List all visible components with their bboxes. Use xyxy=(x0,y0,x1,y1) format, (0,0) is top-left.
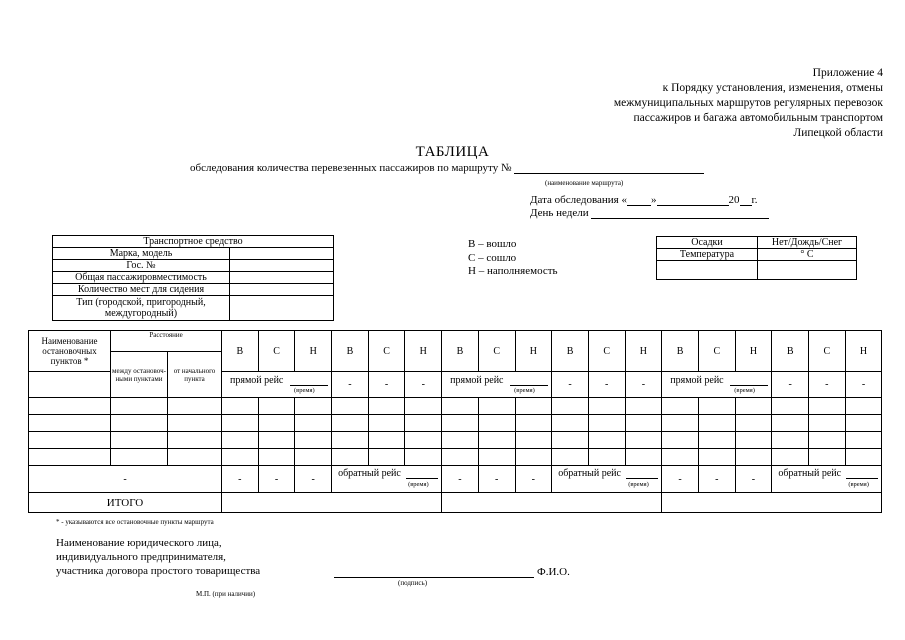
org-name-line-3: участника договора простого товарищества xyxy=(56,565,261,577)
vehicle-row-label: Тип (городской, пригородный, междугородный) xyxy=(53,296,230,321)
col-s: С xyxy=(588,331,625,372)
col-v: В xyxy=(222,331,259,372)
precipitation-options[interactable]: Нет/Дождь/Снег xyxy=(758,237,857,249)
dash-cell: - xyxy=(735,466,772,493)
time-caption: (время) xyxy=(408,481,429,488)
org-name-line-2: индивидуального предпринимателя, xyxy=(56,551,226,563)
dash-cell: - xyxy=(222,466,259,493)
day-field[interactable] xyxy=(627,194,651,206)
weekday-field[interactable] xyxy=(591,207,769,219)
signature-caption: (подпись) xyxy=(398,579,428,587)
col-v: В xyxy=(332,331,369,372)
return-trip-cell[interactable] xyxy=(772,466,882,493)
legend-item: В – вошло xyxy=(468,238,517,250)
org-name-line-1: Наименование юридического лица, xyxy=(56,537,222,549)
vehicle-row-value[interactable] xyxy=(230,260,334,272)
weekday-label: День недели xyxy=(530,207,589,219)
weather-empty-cell[interactable] xyxy=(758,261,857,280)
table-row xyxy=(29,415,882,432)
col-s: С xyxy=(809,331,846,372)
signature-block xyxy=(56,536,260,578)
dash-cell: - xyxy=(295,466,332,493)
dash-cell: - xyxy=(552,372,589,398)
year-prefix: 20 xyxy=(728,194,740,206)
dash-cell: - xyxy=(258,466,295,493)
appendix-line-1: Приложение 4 xyxy=(812,67,883,79)
return-trip-label: обратный рейс xyxy=(558,468,621,479)
date-prefix: Дата обследования « xyxy=(530,194,627,206)
appendix-line-5: Липецкой области xyxy=(793,127,883,139)
footnote: * - указываются все остановочные пункты маршрута xyxy=(56,518,214,526)
vehicle-row-value[interactable] xyxy=(230,248,334,260)
stop-name-cell[interactable] xyxy=(29,372,111,398)
appendix-line-2: к Порядку установления, изменения, отмены xyxy=(662,82,883,94)
dash-cell: - xyxy=(478,466,515,493)
col-n: Н xyxy=(735,331,772,372)
dash-cell: - xyxy=(662,466,699,493)
vehicle-table xyxy=(52,235,334,321)
dash-cell: - xyxy=(588,372,625,398)
vehicle-row-value[interactable] xyxy=(230,284,334,296)
appendix-header xyxy=(483,66,883,141)
legend-item: Н – наполняемость xyxy=(468,265,558,277)
dash-cell: - xyxy=(442,466,479,493)
return-trip-cell[interactable] xyxy=(332,466,442,493)
col-s: С xyxy=(368,331,405,372)
survey-table xyxy=(28,330,882,513)
vehicle-row-label: Гос. № xyxy=(53,260,230,272)
forward-trip-cell[interactable] xyxy=(222,372,332,398)
precipitation-label: Осадки xyxy=(657,237,758,249)
forward-trip-label: прямой рейс xyxy=(450,375,504,386)
return-trip-cell[interactable] xyxy=(552,466,662,493)
seal-label: М.П. (при наличии) xyxy=(196,590,256,598)
vehicle-table-header: Транспортное средство xyxy=(53,236,334,248)
year-field[interactable] xyxy=(740,194,752,206)
page-subtitle xyxy=(190,161,704,174)
col-v: В xyxy=(552,331,589,372)
time-caption: (время) xyxy=(514,387,535,394)
forward-trip-cell[interactable] xyxy=(662,372,772,398)
forward-trip-label: прямой рейс xyxy=(230,375,284,386)
col-s: С xyxy=(478,331,515,372)
return-row-dash: - xyxy=(29,466,222,493)
col-n: Н xyxy=(295,331,332,372)
dash-cell: - xyxy=(845,372,882,398)
col-v: В xyxy=(662,331,699,372)
legend-item: С – сошло xyxy=(468,251,517,264)
route-number-field[interactable] xyxy=(514,161,704,174)
appendix-line-4: пассажиров и багажа автомобильным транспортом xyxy=(633,112,883,124)
dash-cell: - xyxy=(515,466,552,493)
vehicle-row-label: Марка, модель xyxy=(53,248,230,260)
year-suffix: г. xyxy=(751,194,758,206)
dash-cell: - xyxy=(332,372,369,398)
subtitle-text: обследования количества перевезенных пассажиров по маршруту № xyxy=(190,162,512,174)
time-caption: (время) xyxy=(734,387,755,394)
time-caption: (время) xyxy=(848,481,869,488)
dash-cell: - xyxy=(809,372,846,398)
distance-from-start-header: от начального пункта xyxy=(168,352,222,398)
forward-trip-label: прямой рейс xyxy=(670,375,724,386)
forward-trip-cell[interactable] xyxy=(442,372,552,398)
col-v: В xyxy=(772,331,809,372)
vehicle-row-value[interactable] xyxy=(230,272,334,284)
route-name-caption: (наименование маршрута) xyxy=(545,179,624,187)
weather-table xyxy=(656,236,857,280)
time-caption: (время) xyxy=(294,387,315,394)
weekday-row xyxy=(530,207,769,219)
vehicle-row-value[interactable] xyxy=(230,296,334,321)
vehicle-row-label: Общая пассажировместимость xyxy=(53,272,230,284)
stop-name-header: Наименование остановочных пунктов * xyxy=(29,331,111,372)
table-row xyxy=(29,449,882,466)
weather-empty-cell[interactable] xyxy=(657,261,758,280)
dash-cell: - xyxy=(625,372,662,398)
month-field[interactable] xyxy=(657,194,729,206)
temperature-label: Температура xyxy=(657,249,758,261)
table-row xyxy=(29,398,882,415)
dash-cell: - xyxy=(698,466,735,493)
survey-date xyxy=(530,194,758,206)
dash-cell: - xyxy=(405,372,442,398)
return-trip-label: обратный рейс xyxy=(338,468,401,479)
col-v: В xyxy=(442,331,479,372)
page-title: ТАБЛИЦА xyxy=(415,144,490,160)
temperature-unit[interactable]: ° С xyxy=(758,249,857,261)
col-s: С xyxy=(698,331,735,372)
legend xyxy=(468,238,558,279)
col-n: Н xyxy=(515,331,552,372)
fio-label: Ф.И.О. xyxy=(537,566,570,578)
col-s: С xyxy=(258,331,295,372)
col-n: Н xyxy=(405,331,442,372)
signature-line[interactable] xyxy=(334,577,534,578)
col-n: Н xyxy=(625,331,662,372)
vehicle-row-label: Количество мест для сидения xyxy=(53,284,230,296)
dash-cell: - xyxy=(368,372,405,398)
return-trip-label: обратный рейс xyxy=(778,468,842,479)
time-caption: (время) xyxy=(628,481,649,488)
appendix-line-3: межмуниципальных маршрутов регулярных перевозок xyxy=(613,97,883,109)
distance-header: Расстояние xyxy=(111,331,222,352)
col-n: Н xyxy=(845,331,882,372)
date-mid: » xyxy=(651,194,657,206)
distance-between-header: между остановоч-ными пунктами xyxy=(111,352,168,398)
dash-cell: - xyxy=(772,372,809,398)
total-label: ИТОГО xyxy=(29,493,222,513)
table-row xyxy=(29,432,882,449)
